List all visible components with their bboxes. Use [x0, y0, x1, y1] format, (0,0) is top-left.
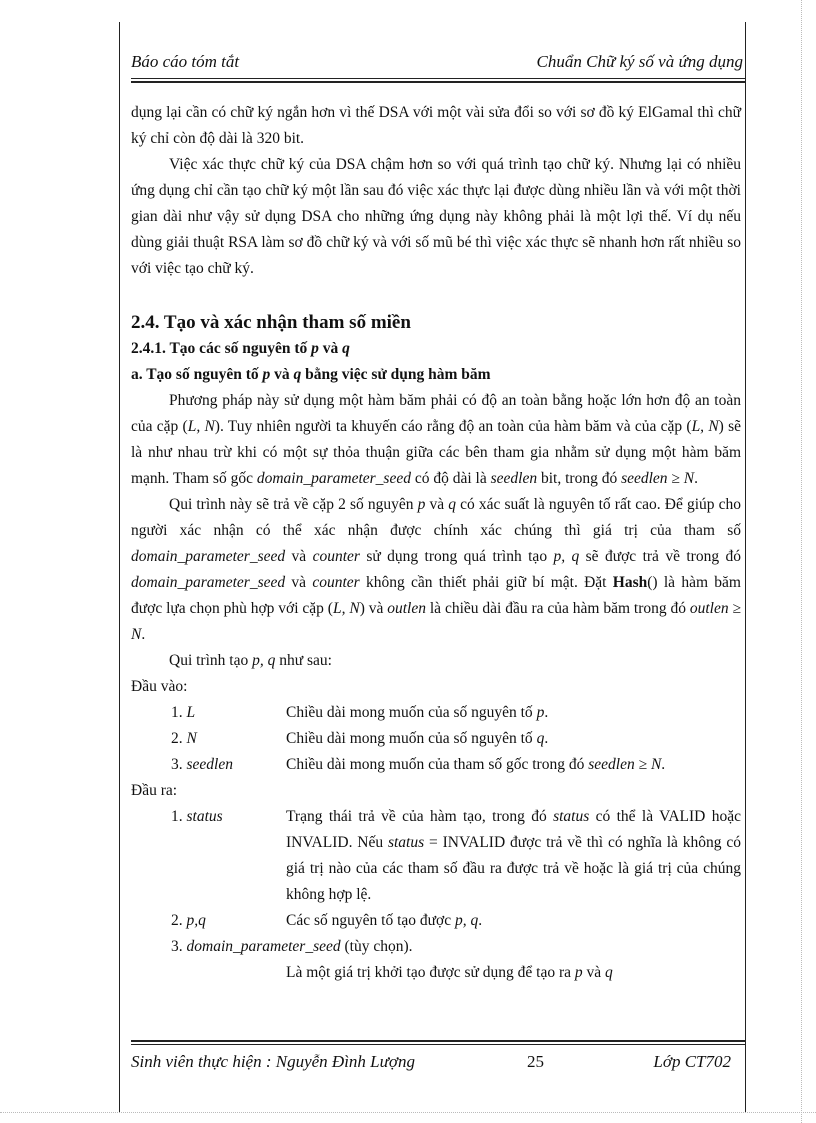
subsection-heading: 2.4.1. Tạo các số nguyên tố p và q	[131, 340, 350, 357]
page-edge-right	[801, 0, 802, 1123]
page-body	[131, 100, 741, 986]
page-frame-right	[745, 22, 746, 1112]
input-item: 3. seedlen Chiều dài mong muốn của tham số gốc trong đó seedlen ≥ N.	[171, 756, 666, 773]
page-frame-left	[119, 22, 120, 1112]
input-item: 1. L Chiều dài mong muốn của số nguyên tố p.	[171, 704, 549, 721]
footer-rule-thin	[131, 1044, 745, 1045]
procedure-paragraph: Qui trình này sẽ trả về cặp 2 số nguyên p và q có xác suất là nguyên tố rất cao. Để giúp cho người xác nhận có thể xác nhận được chính xác chúng thì giá trị của tham số domain_parameter_seed và counter sử dụng trong quá trình tạo p, q sẽ được trả về trong đó domain_parameter_seed và counter không cần thiết phải giữ bí mật. Đặt Hash() là hàm băm được lựa chọn phù hợp với cặp (L, N) và outlen là chiều dài đầu ra của hàm băm trong đó outlen ≥ N.	[131, 496, 742, 643]
inputs-title: Đầu vào:	[131, 678, 188, 695]
page-header	[131, 52, 745, 76]
page-number: 25	[527, 1052, 544, 1071]
header-rule-thick	[131, 81, 745, 83]
hash-paragraph: Phương pháp này sử dụng một hàm băm phải có độ an toàn bằng hoặc lớn hơn độ an toàn của cặp (L, N). Tuy nhiên người ta khuyến cáo rằng độ an toàn của hàm băm và của cặp (L, N) sẽ là như nhau trừ khi có một sự thỏa thuận giữa các bên tham gia nhằm sử dụng một hàm băm mạnh. Tham số gốc domain_parameter_seed có độ dài là seedlen bit, trong đó seedlen ≥ N.	[131, 392, 741, 487]
header-right: Chuẩn Chữ ký số và ứng dụng	[536, 52, 743, 71]
page-edge-bottom	[0, 1112, 816, 1113]
intro-paragraph: Việc xác thực chữ ký của DSA chậm hơn so với quá trình tạo chữ ký. Nhưng lại có nhiều ứng dụng chỉ cần tạo chữ ký một lần sau đó việc xác thực lại được dùng nhiều lần và với một thời gian dài như vậy sử dụng DSA cho những ứng dụng này không phải là một lợi thế. Ví dụ nếu dùng giải thuật RSA làm sơ đồ chữ ký và với số mũ bé thì việc xác thực sẽ nhanh hơn rất nhiều so với việc tạo chữ ký.	[131, 156, 741, 277]
output-item: 3. domain_parameter_seed (tùy chọn).	[171, 938, 413, 955]
output-item: 2. p,q Các số nguyên tố tạo được p, q.	[171, 912, 483, 929]
intro-continuation: dụng lại cần có chữ ký ngắn hơn vì thế DSA với một vài sửa đổi so với sơ đồ ký ElGamal thì chữ ký chỉ còn độ dài là 320 bit.	[131, 104, 741, 147]
header-left: Báo cáo tóm tắt	[131, 52, 240, 71]
output-item-description: Là một giá trị khởi tạo được sử dụng để tạo ra p và q	[286, 964, 613, 981]
footer-class: Lớp CT702	[653, 1052, 731, 1071]
input-item: 2. N Chiều dài mong muốn của số nguyên tố q.	[171, 730, 549, 747]
procedure-intro: Qui trình tạo p, q như sau:	[169, 652, 332, 669]
footer-rule-thick	[131, 1040, 745, 1042]
header-rule-thin	[131, 78, 745, 79]
output-item: 1. status Trạng thái trả về của hàm tạo, trong đó status có thể là VALID hoặc INVALID. Nếu status = INVALID được trả về thì có nghĩa là không có giá trị nào của các tham số đầu ra được trả về hoặc là giá trị của chúng không hợp lệ.	[171, 808, 741, 903]
subsubsection-heading: a. Tạo số nguyên tố p và q bằng việc sử dụng hàm băm	[131, 366, 491, 383]
page-footer	[131, 1052, 745, 1076]
outputs-title: Đầu ra:	[131, 782, 178, 799]
footer-author: Sinh viên thực hiện : Nguyễn Đình Lượng	[131, 1052, 415, 1071]
section-heading: 2.4. Tạo và xác nhận tham số miền	[131, 312, 411, 333]
